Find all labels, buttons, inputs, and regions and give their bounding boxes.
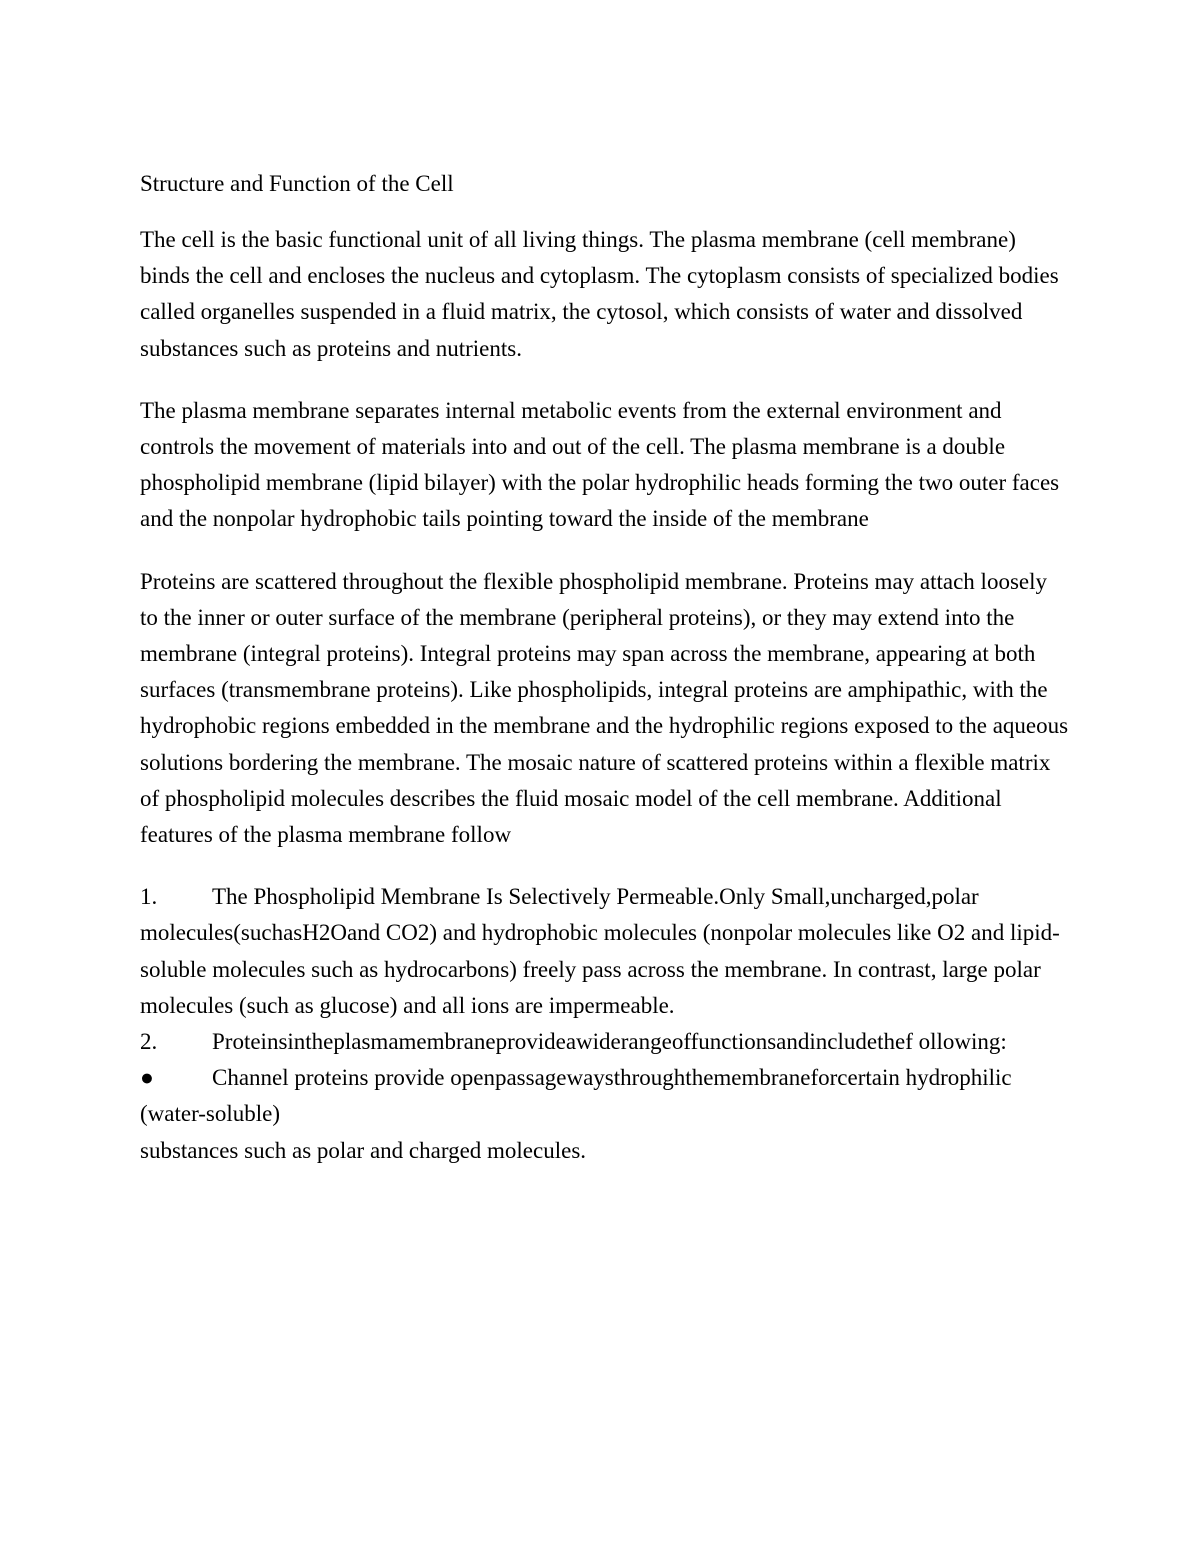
list-item-protein-functions [140, 1024, 1070, 1060]
list-item-channel-proteins [140, 1060, 1070, 1132]
document-page [140, 166, 1070, 1169]
document-title: Structure and Function of the Cell [140, 171, 454, 196]
trailing-text: substances such as polar and charged molecules. [140, 1137, 587, 1163]
paragraph-membrane-proteins: Proteins are scattered throughout the flexible phospholipid membrane. Proteins may attach loosely to the inner or outer surface of the membrane (peripheral proteins), or they may extend into the membrane (integral proteins). Integral proteins may span across the membrane, appearing at both surfaces (transmembrane proteins). Like phospholipids, integral proteins are amphipathic, with the hydrophobic regions embedded in the membrane and the hydrophilic regions exposed to the aqueous solutions bordering the membrane. The mosaic nature of scattered proteins within a flexible matrix of phospholipid molecules describes the fluid mosaic model of the cell membrane. Additional features of the plasma membrane follow [140, 568, 1069, 848]
paragraph-plasma-membrane: The plasma membrane separates internal metabolic events from the external environment and controls the movement of materials into and out of the cell. The plasma membrane is a double phospholipid membrane (lipid bilayer) with the polar hydrophilic heads forming the two outer faces and the nonpolar hydrophobic tails pointing toward the inside of the membrane [140, 397, 1060, 532]
list-item-text: The Phospholipid Membrane Is Selectively Permeable.Only Small,uncharged,polar molecules(suchasH2Oand CO2) and hydrophobic molecules (nonpolar molecules like O2 and lipid-soluble molecules such as hydrocarbons) freely pass across the membrane. In contrast, large polar molecules (such as glucose) and all ions are impermeable. [140, 884, 1060, 1018]
list-item-text: Channel proteins provide openpassagewaysthroughthemembraneforcertain hydrophilic (water-soluble) [140, 1065, 1012, 1127]
list-marker: 1. [140, 884, 158, 910]
feature-list [140, 879, 1070, 1132]
list-marker: 2. [140, 1029, 158, 1055]
bullet-icon: ● [140, 1065, 154, 1091]
paragraph-cell-intro: The cell is the basic functional unit of all living things. The plasma membrane (cell membrane) binds the cell and encloses the nucleus and cytoplasm. The cytoplasm consists of specialized bodies called organelles suspended in a fluid matrix, the cytosol, which consists of water and dissolved substances such as proteins and nutrients. [140, 227, 1059, 361]
list-item-text: Proteinsintheplasmamembraneprovideawiderangeoffunctionsandincludethef ollowing: [212, 1029, 1007, 1055]
list-item-permeability [140, 879, 1070, 1024]
